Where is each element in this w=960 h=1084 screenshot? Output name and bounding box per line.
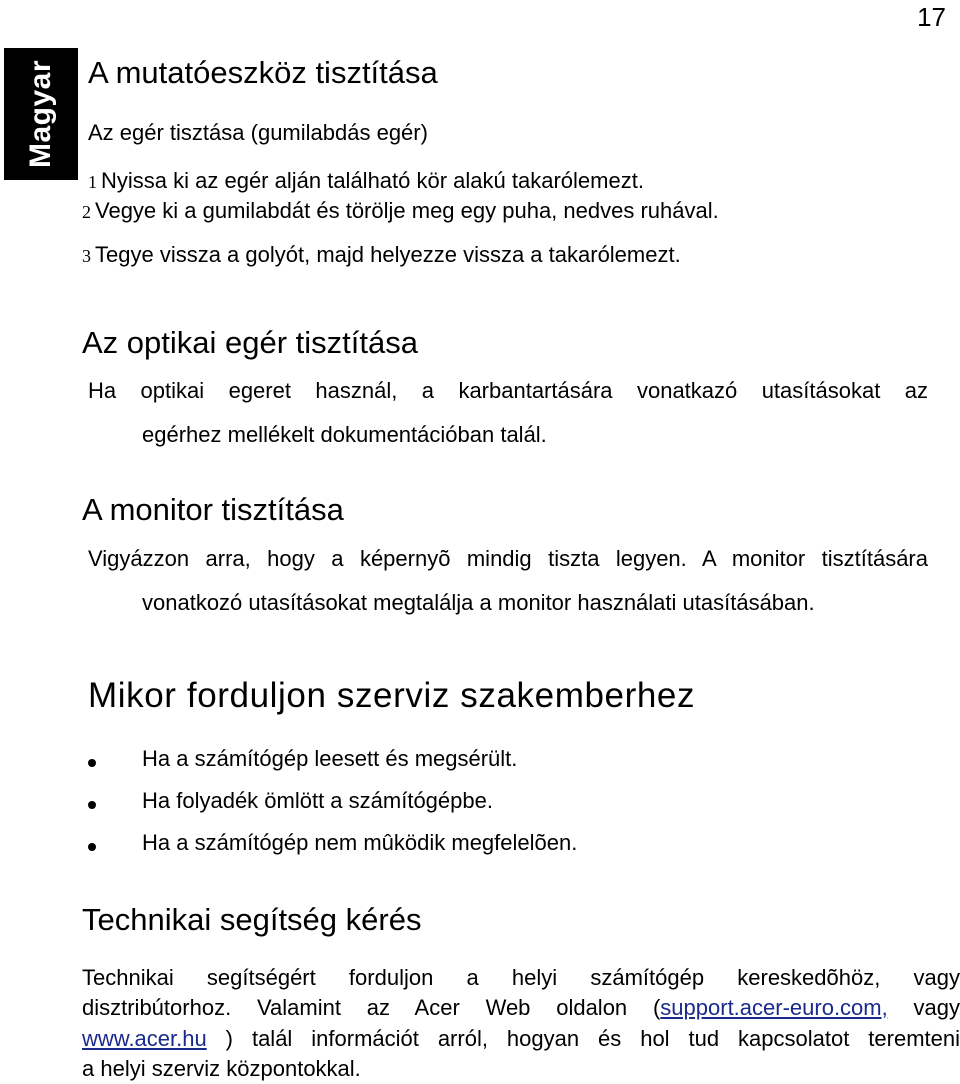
monitor-paragraph-line-2: vonatkozó utasításokat megtalálja a monitor használati utasításában. xyxy=(142,590,815,615)
support-paragraph-line-2 xyxy=(82,995,960,1021)
optical-paragraph-line-1: Ha optikai egeret használ, a karbantartására vonatkazó utasításokat az xyxy=(88,378,928,403)
bullet-dot xyxy=(88,843,96,851)
step-3 xyxy=(82,242,681,268)
acer-hu-link[interactable]: www.acer.hu xyxy=(82,1026,207,1051)
section-title-mouse-cleaning: A mutatóeszköz tisztítása xyxy=(88,55,438,90)
language-tab xyxy=(4,48,78,180)
step-number: 2 xyxy=(82,202,91,222)
section-title-technical-support: Technikai segítség kérés xyxy=(82,902,422,937)
service-bullet-2: Ha folyadék ömlött a számítógépbe. xyxy=(142,788,493,813)
support-paragraph-line-3 xyxy=(82,1026,960,1052)
service-bullet-3: Ha a számítógép nem mûködik megfelelõen. xyxy=(142,830,578,855)
step-number: 1 xyxy=(88,172,97,192)
support-text: disztribútorhoz. Valamint az Acer Web oldalon ( xyxy=(82,995,661,1020)
step-1 xyxy=(88,168,644,194)
support-paragraph-line-4: a helyi szerviz központokkal. xyxy=(82,1056,361,1081)
optical-paragraph-line-2: egérhez mellékelt dokumentációban talál. xyxy=(142,422,547,447)
support-acer-euro-link[interactable]: support.acer-euro.com, xyxy=(660,995,888,1020)
language-tab-label: Magyar xyxy=(24,59,58,169)
section-title-optical-mouse: Az optikai egér tisztítása xyxy=(82,325,418,360)
step-text: Nyissa ki az egér alján található kör alakú takarólemezt. xyxy=(101,168,644,193)
step-number: 3 xyxy=(82,246,91,266)
support-text: ) talál információt arról, hogyan és hol tud kapcsolatot teremteni xyxy=(206,1026,960,1051)
section-title-monitor-cleaning: A monitor tisztítása xyxy=(82,492,344,527)
monitor-paragraph-line-1: Vigyázzon arra, hogy a képernyõ mindig tiszta legyen. A monitor tisztítására xyxy=(88,546,928,571)
section-subtitle-ball-mouse: Az egér tisztása (gumilabdás egér) xyxy=(88,120,428,145)
support-paragraph-line-1: Technikai segítségért forduljon a helyi számítógép kereskedõhöz, vagy xyxy=(82,965,960,990)
step-text: Vegye ki a gumilabdát és törölje meg egy puha, nedves ruhával. xyxy=(95,198,719,223)
bullet-dot xyxy=(88,759,96,767)
page-number: 17 xyxy=(917,2,946,32)
bullet-dot xyxy=(88,801,96,809)
support-text: vagy xyxy=(887,995,960,1020)
step-2 xyxy=(82,198,719,224)
step-text: Tegye vissza a golyót, majd helyezze vissza a takarólemezt. xyxy=(95,242,681,267)
section-title-service: Mikor forduljon szerviz szakemberhez xyxy=(88,676,696,715)
service-bullet-1: Ha a számítógép leesett és megsérült. xyxy=(142,746,518,771)
